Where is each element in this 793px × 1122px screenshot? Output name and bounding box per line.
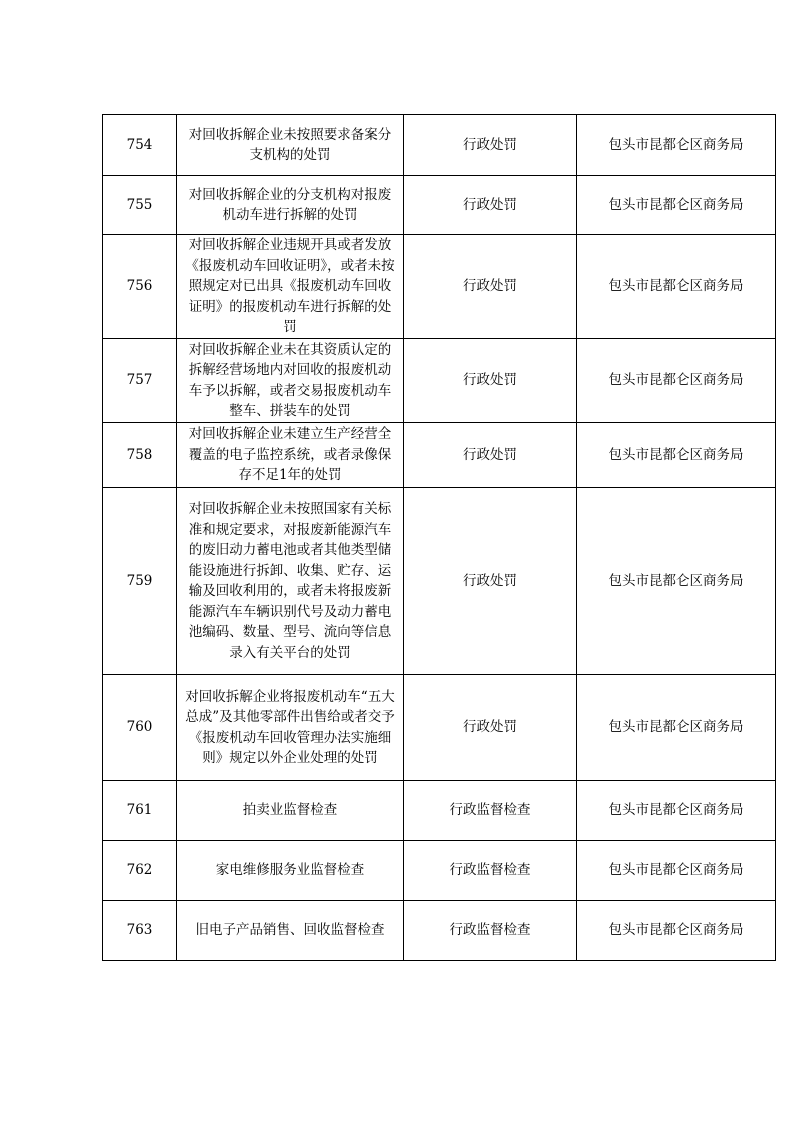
department: 包头市昆都仑区商务局	[577, 488, 776, 675]
row-number: 763	[103, 901, 177, 961]
department: 包头市昆都仑区商务局	[577, 841, 776, 901]
department: 包头市昆都仑区商务局	[577, 115, 776, 176]
item-name: 拍卖业监督检查	[177, 781, 404, 841]
row-number: 755	[103, 176, 177, 235]
table-row	[103, 176, 776, 235]
table-row	[103, 423, 776, 488]
item-name: 对回收拆解企业未建立生产经营全覆盖的电子监控系统，或者录像保存不足1年的处罚	[177, 423, 404, 488]
item-name: 对回收拆解企业未在其资质认定的拆解经营场地内对回收的报废机动车予以拆解，或者交易报废机动车整车、拼装车的处罚	[177, 339, 404, 423]
row-number: 757	[103, 339, 177, 423]
row-number: 754	[103, 115, 177, 176]
department: 包头市昆都仑区商务局	[577, 235, 776, 339]
item-type: 行政处罚	[404, 423, 577, 488]
department: 包头市昆都仑区商务局	[577, 176, 776, 235]
table-row	[103, 901, 776, 961]
row-number: 762	[103, 841, 177, 901]
item-type: 行政处罚	[404, 235, 577, 339]
power-list-table	[102, 114, 776, 961]
item-name: 对回收拆解企业将报废机动车“五大总成”及其他零部件出售给或者交予《报废机动车回收管理办法实施细则》规定以外企业处理的处罚	[177, 675, 404, 781]
department: 包头市昆都仑区商务局	[577, 781, 776, 841]
row-number: 761	[103, 781, 177, 841]
department: 包头市昆都仑区商务局	[577, 901, 776, 961]
row-number: 756	[103, 235, 177, 339]
item-name: 家电维修服务业监督检查	[177, 841, 404, 901]
item-type: 行政处罚	[404, 339, 577, 423]
table-row	[103, 115, 776, 176]
item-name: 对回收拆解企业未按照国家有关标准和规定要求，对报废新能源汽车的废旧动力蓄电池或者其他类型储能设施进行拆卸、收集、贮存、运输及回收利用的，或者未将报废新能源汽车车辆识别代号及动力蓄电池编码、数量、型号、流向等信息录入有关平台的处罚	[177, 488, 404, 675]
row-number: 759	[103, 488, 177, 675]
department: 包头市昆都仑区商务局	[577, 339, 776, 423]
table-row	[103, 235, 776, 339]
item-type: 行政监督检查	[404, 841, 577, 901]
item-type: 行政处罚	[404, 115, 577, 176]
department: 包头市昆都仑区商务局	[577, 675, 776, 781]
table-row	[103, 781, 776, 841]
item-type: 行政处罚	[404, 488, 577, 675]
row-number: 758	[103, 423, 177, 488]
item-name: 旧电子产品销售、回收监督检查	[177, 901, 404, 961]
item-type: 行政处罚	[404, 176, 577, 235]
item-name: 对回收拆解企业违规开具或者发放《报废机动车回收证明》，或者未按照规定对已出具《报废机动车回收证明》的报废机动车进行拆解的处罚	[177, 235, 404, 339]
table-row	[103, 339, 776, 423]
table-row	[103, 488, 776, 675]
item-type: 行政处罚	[404, 675, 577, 781]
row-number: 760	[103, 675, 177, 781]
item-name: 对回收拆解企业的分支机构对报废机动车进行拆解的处罚	[177, 176, 404, 235]
item-type: 行政监督检查	[404, 781, 577, 841]
table-row	[103, 675, 776, 781]
item-type: 行政监督检查	[404, 901, 577, 961]
item-name: 对回收拆解企业未按照要求备案分支机构的处罚	[177, 115, 404, 176]
department: 包头市昆都仑区商务局	[577, 423, 776, 488]
table-row	[103, 841, 776, 901]
